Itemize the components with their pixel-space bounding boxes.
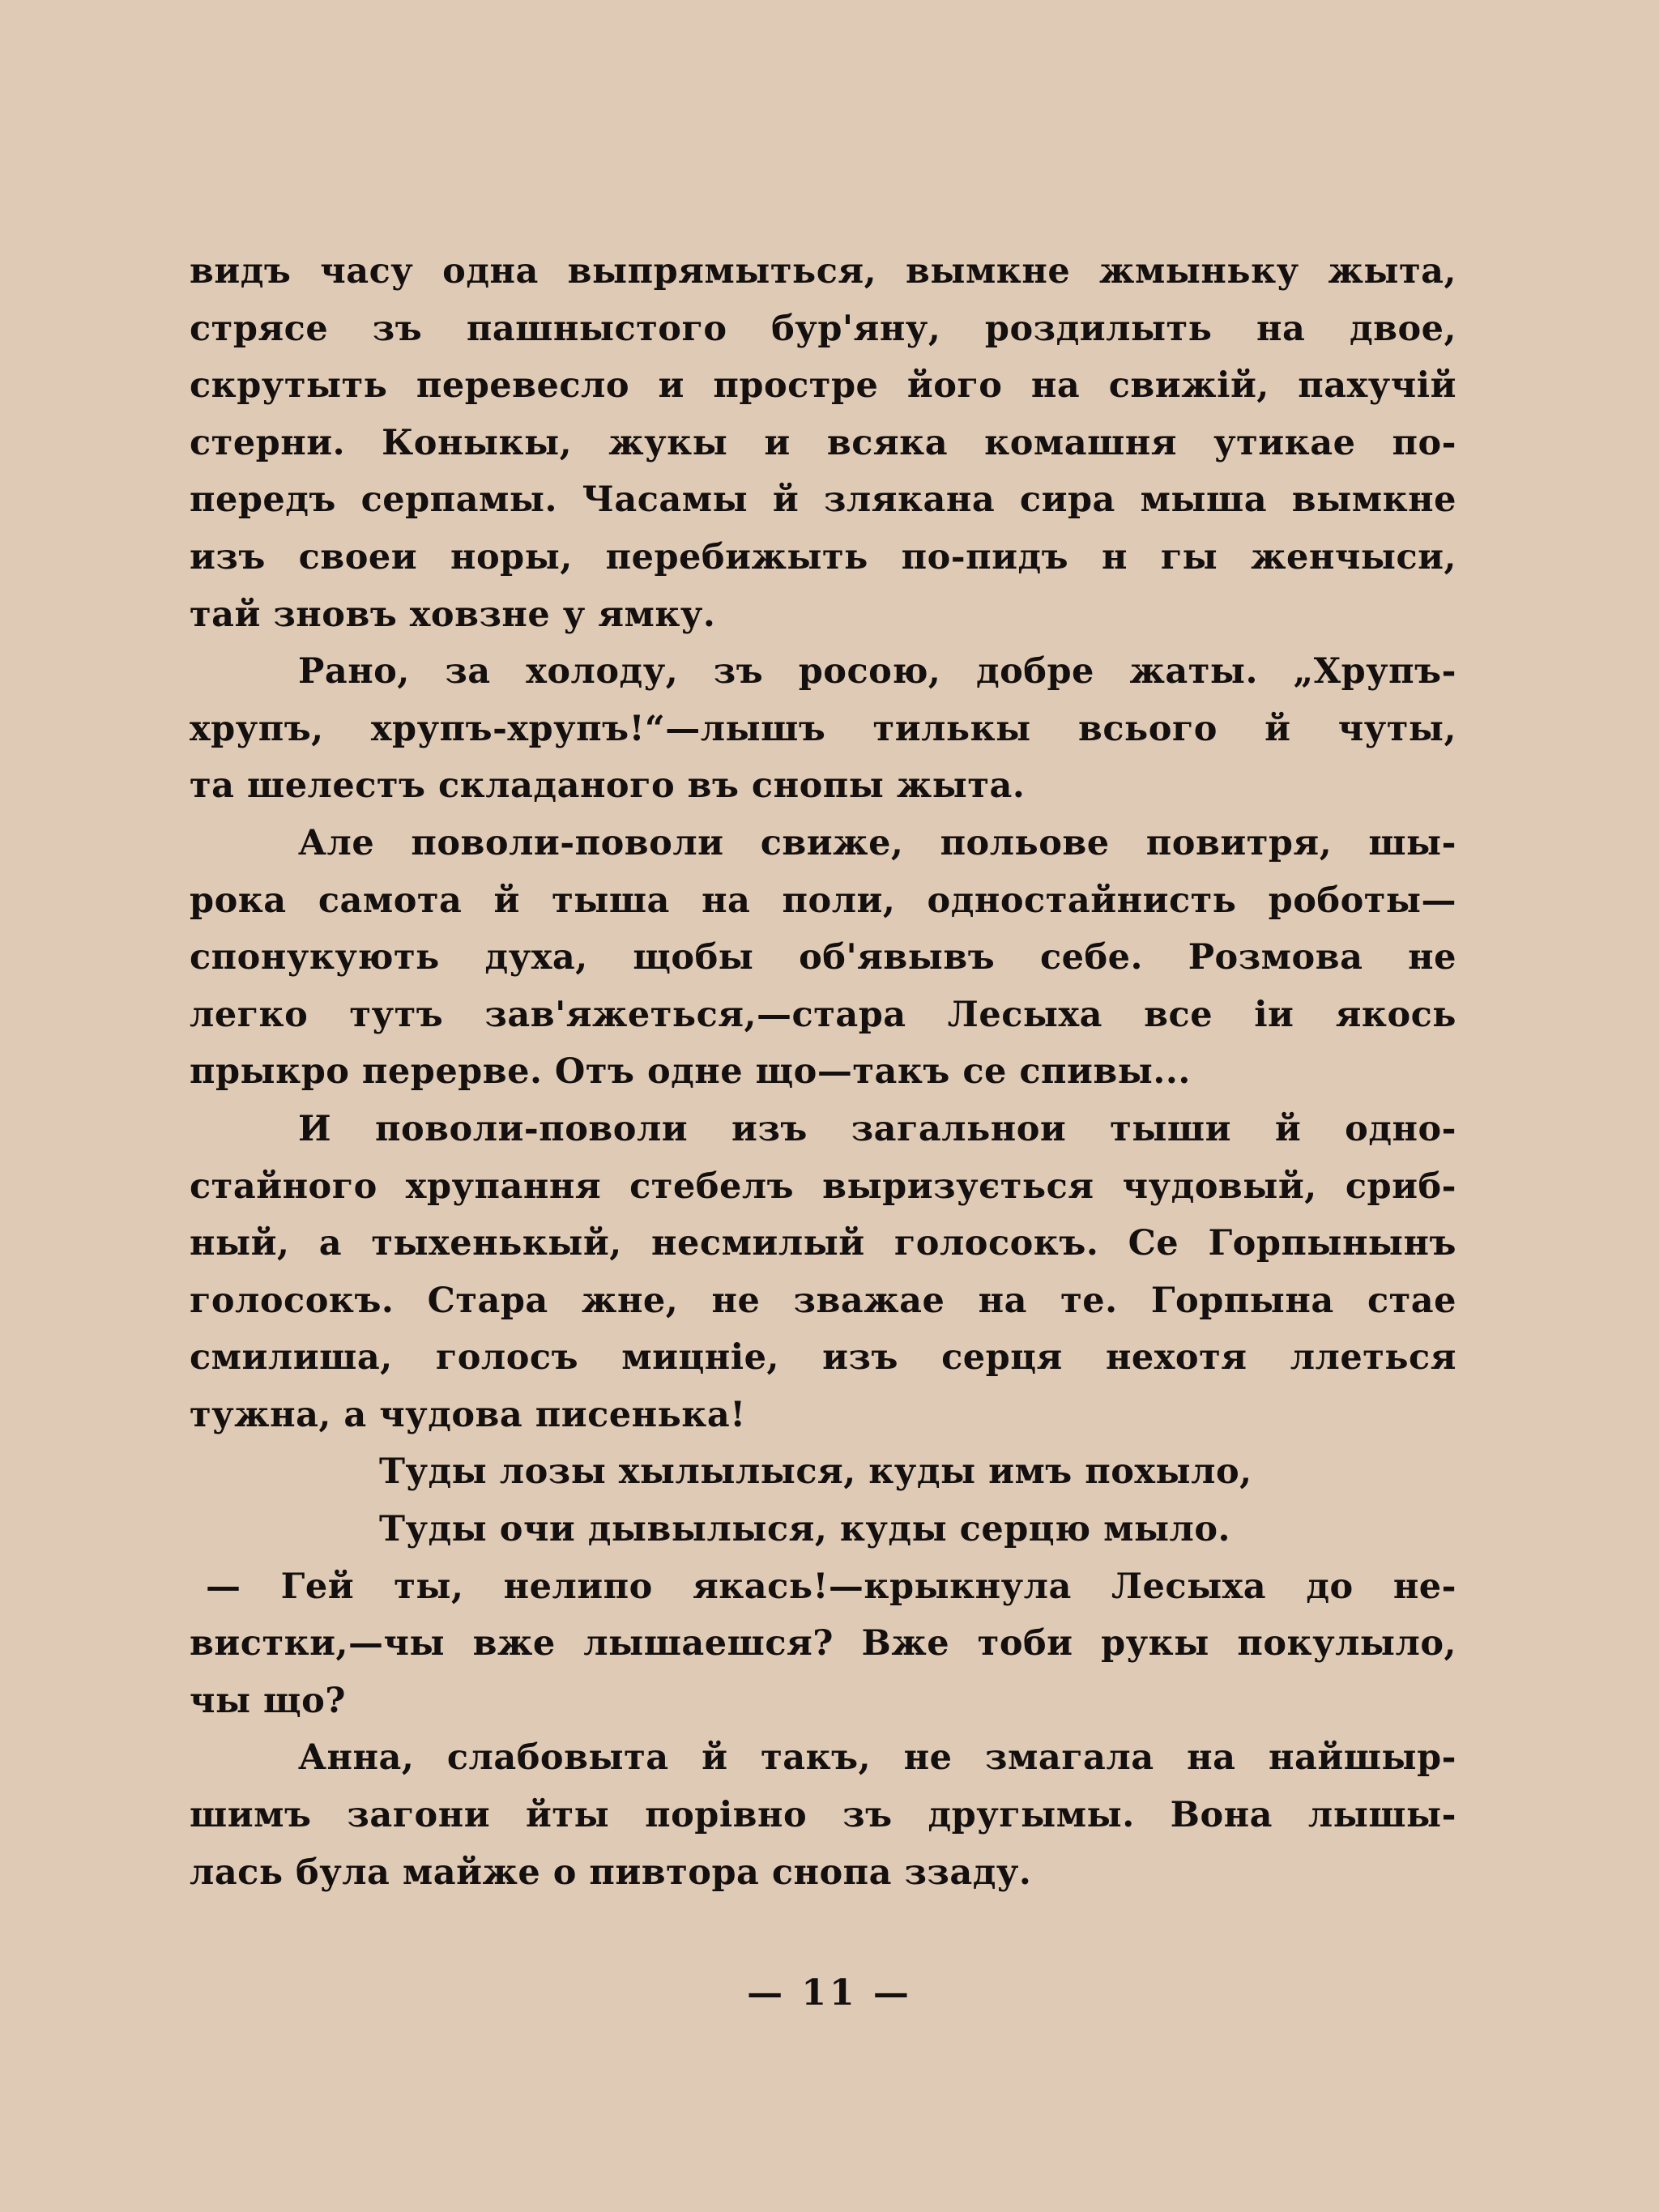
text-line: чы що? — [190, 1680, 346, 1721]
text-line: голосокъ. Стара жне, не зважае на те. Горпына стае — [190, 1280, 1456, 1321]
text-line: ный, а тыхенькый, несмилый голосокъ. Се Горпынынъ — [190, 1223, 1456, 1264]
page-text — [190, 243, 1456, 1901]
text-line: Рано, за холоду, зъ росою, добре жаты. „Хрупъ- — [298, 651, 1456, 693]
text-line: изъ своеи норы, перебижыть по-пидъ н гы женчыси, — [190, 536, 1456, 578]
text-line: хрупъ, хрупъ-хрупъ!“—лышъ тилькы всього й чуты, — [190, 708, 1456, 749]
text-line: тай зновъ ховзне у ямку. — [190, 594, 716, 635]
text-line: та шелестъ складаного въ снопы жыта. — [190, 765, 1026, 807]
verse-line: Туды очи дывылыся, куды серцю мыло. — [379, 1509, 1231, 1550]
text-line: лась була майже о пивтора снопа ззаду. — [190, 1852, 1032, 1893]
text-line: передъ серпамы. Часамы й злякана сира мыша вымкне — [190, 479, 1456, 521]
text-line: вистки,—чы вже лышаешся? Вже тоби рукы покулыло, — [190, 1623, 1456, 1664]
text-line: скрутыть перевесло и простре його на свижій, пахучій — [190, 365, 1456, 407]
text-line: прыкро перерве. Отъ одне що—такъ се спивы... — [190, 1051, 1191, 1093]
text-line: шимъ загони йты порівно зъ другымы. Вона лышы- — [190, 1795, 1456, 1836]
text-line: — Гей ты, нелипо якась!—крыкнула Лесыха до не- — [206, 1566, 1456, 1607]
text-line: видъ часу одна выпрямыться, вымкне жмыньку жыта, — [190, 251, 1456, 292]
text-line: рока самота й тыша на поли, одностайнисть роботы— — [190, 880, 1456, 921]
text-line: стерни. Коныкы, жукы и всяка комашня утикае по- — [190, 422, 1456, 463]
text-line: Анна, слабовыта й такъ, не змагала на найшыр- — [298, 1737, 1456, 1779]
text-line: тужна, а чудова писенька! — [190, 1394, 746, 1435]
text-line: стрясе зъ пашныстого бур'яну, роздилыть на двое, — [190, 308, 1456, 349]
page-number: — 11 — — [747, 1972, 912, 2014]
text-line: смилиша, голосъ мицніе, изъ серця нехотя ллеться — [190, 1337, 1456, 1379]
text-line: спонукують духа, щобы об'явывъ себе. Розмова не — [190, 937, 1456, 978]
text-line: легко тутъ зав'яжеться,—стара Лесыха все іи якось — [190, 994, 1456, 1035]
verse-line: Туды лозы хылылыся, куды имъ похыло, — [379, 1451, 1252, 1493]
text-line: Але поволи-поволи свиже, польове повитря, шы- — [298, 822, 1456, 863]
text-line: И поволи-поволи изъ загальнои тыши й одно- — [298, 1108, 1456, 1149]
text-line: стайного хрупання стебелъ выризується чудовый, сриб- — [190, 1166, 1456, 1207]
